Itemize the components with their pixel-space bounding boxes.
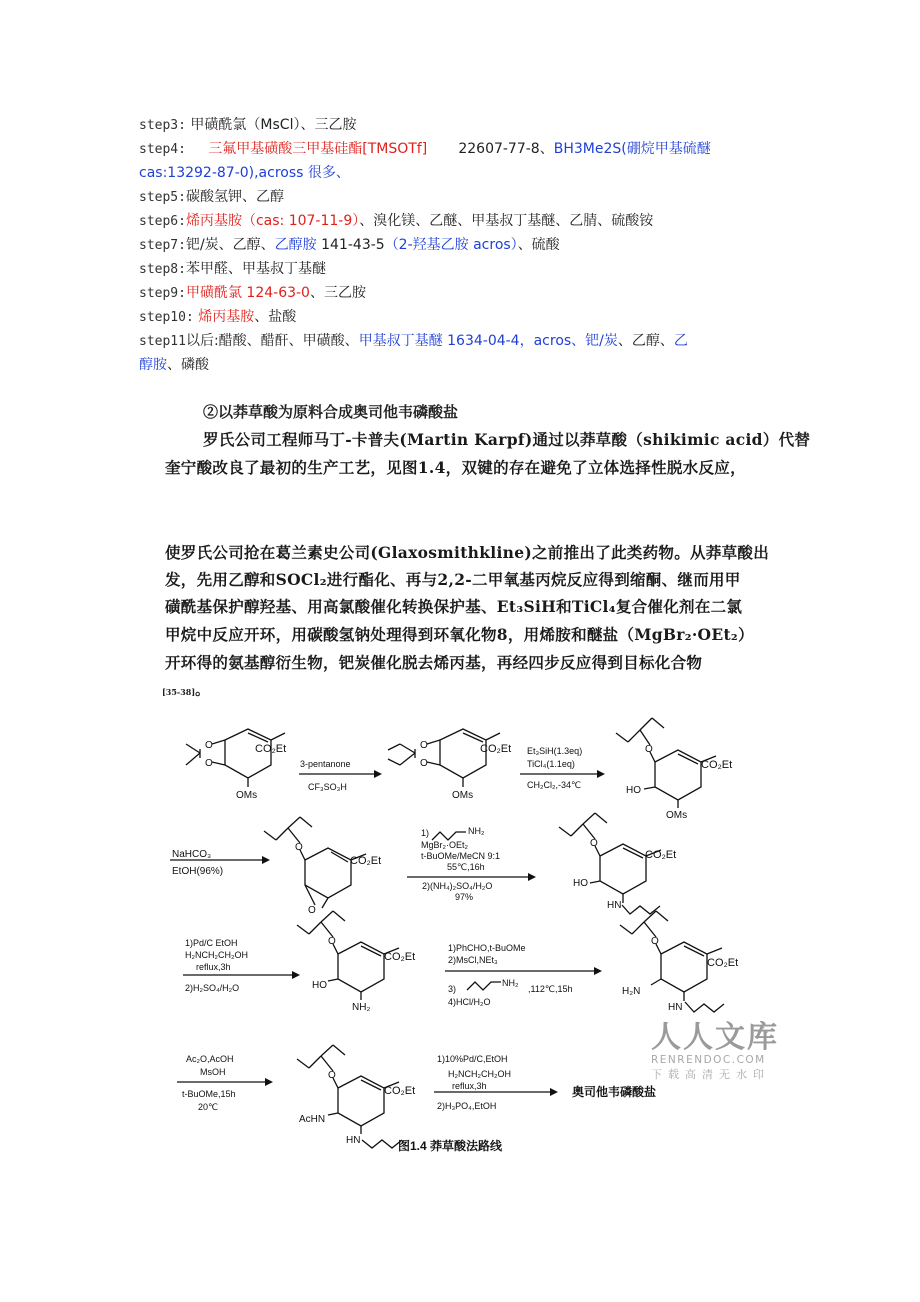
ho-label: HO <box>573 878 588 889</box>
co2et-label: CO₂Et <box>384 1085 416 1097</box>
hn-label: HN <box>346 1135 361 1146</box>
reagent-label: CF₃SO₃H <box>308 782 347 792</box>
atom-o: O <box>205 758 213 769</box>
reagent-label: TiCl₄(1.1eq) <box>527 759 575 769</box>
paragraph-line: 奎宁酸改良了最初的生产工艺，见图1.4，双键的存在避免了立体选择性脱水反应， <box>165 458 746 477</box>
step11-line: step11以后:醋酸、醋酐、甲磺酸、甲基叔丁基醚 1634-04-4，acros、钯/炭、乙醇、乙 <box>139 333 688 349</box>
watermark-url: RENRENDOC.COM <box>651 1054 766 1066</box>
co2et-label: CO₂Et <box>480 743 512 755</box>
reagent-label: ,112℃,15h <box>528 984 573 994</box>
step11-line2: 醇胺、磷酸 <box>139 357 209 373</box>
molecule-2 <box>388 729 500 787</box>
molecule-5 <box>559 813 661 914</box>
oms-label: OMs <box>236 790 258 801</box>
nh2-label: NH₂ <box>352 1002 371 1013</box>
co2et-label: CO₂Et <box>707 957 739 969</box>
atom-o: O <box>590 838 598 849</box>
paragraph-line: 罗氏公司工程师马丁-卡普夫(Martin Karpf)通过以莽草酸（shikimic acid）代替 <box>203 430 811 449</box>
co2et-label: CO₂Et <box>255 743 287 755</box>
reagent-label: NH₂ <box>502 978 519 988</box>
reagent-label: 4)HCl/H₂O <box>448 997 491 1007</box>
reagent-label: 1)10%Pd/C,EtOH <box>437 1054 508 1064</box>
atom-o: O <box>420 740 428 751</box>
reagent-label: reflux,3h <box>196 962 231 972</box>
paragraph-line: 使罗氏公司抢在葛兰素史公司(Glaxosmithkline)之前推出了此类药物。从莽草酸出 <box>165 543 770 562</box>
paragraph-line: 开环得的氨基醇衍生物，钯炭催化脱去烯丙基，再经四步反应得到目标化合物 <box>165 653 703 672</box>
step5-line: step5:碳酸氢钾、乙醇 <box>139 189 284 205</box>
product-label: 奥司他韦磷酸盐 <box>572 1085 657 1099</box>
reagent-label: NaHCO₃ <box>172 849 212 860</box>
step8-line: step8:苯甲醛、甲基叔丁基醚 <box>139 261 326 277</box>
watermark <box>651 1012 779 1082</box>
reagent-label: 2)H₂SO₄/H₂O <box>185 983 240 993</box>
co2et-label: CO₂Et <box>645 849 677 861</box>
h2n-label: H₂N <box>622 986 641 997</box>
atom-o: O <box>308 905 316 916</box>
ho-label: HO <box>312 980 327 991</box>
ho-label: HO <box>626 785 641 796</box>
step9-line: step9:甲磺酰氯 124-63-0、三乙胺 <box>139 285 366 301</box>
reagent-label: 1) <box>421 828 430 838</box>
reagent-label: t-BuOMe,15h <box>182 1089 236 1099</box>
reagent-label: 1)PhCHO,t-BuOMe <box>448 943 526 953</box>
reagent-label: 97% <box>455 892 474 902</box>
co2et-label: CO₂Et <box>384 951 416 963</box>
watermark-slogan: 下载高清无水印 <box>651 1068 770 1081</box>
reagent-label: 3-pentanone <box>300 759 351 769</box>
reagent-label: 2)(NH₄)₂SO₄/H₂O <box>422 881 493 891</box>
watermark-brand: 人人文库 <box>651 1020 779 1055</box>
reagent-label: CH₂Cl₂,-34℃ <box>527 780 582 790</box>
section-heading: ②以莽草酸为原料合成奥司他韦磷酸盐 <box>203 403 459 421</box>
step10-line: step10: 烯丙基胺、盐酸 <box>139 309 297 325</box>
reagent-label: 20℃ <box>198 1102 219 1112</box>
reagent-label: 2)MsCl,NEt₃ <box>448 955 498 965</box>
reagent-label: MsOH <box>200 1067 226 1077</box>
paragraph-line: 发，先用乙醇和SOCl₂进行酯化、再与2,2-二甲氧基丙烷反应得到缩酮、继而用甲 <box>165 570 741 589</box>
reagent-label: 55℃,16h <box>447 862 485 872</box>
reagent-label: Et₃SiH(1.3eq) <box>527 746 583 756</box>
co2et-label: CO₂Et <box>701 759 733 771</box>
reagent-label: reflux,3h <box>452 1081 487 1091</box>
step4-line2: cas:13292-87-0),across 很多、 <box>139 165 350 181</box>
atom-o: O <box>651 936 659 947</box>
molecule-1 <box>186 729 285 787</box>
hn-label: HN <box>668 1002 683 1013</box>
co2et-label: CO₂Et <box>350 855 382 867</box>
reagent-label: Ac₂O,AcOH <box>186 1054 234 1064</box>
paragraph-line: 甲烷中反应开环，用碳酸氢钠处理得到环氧化物8，用烯胺和醚盐（MgBr₂·OEt₂） <box>165 625 754 644</box>
step6-line: step6:烯丙基胺（cas: 107-11-9）、溴化镁、乙醚、甲基叔丁基醚、乙腈、硫酸铵 <box>139 213 654 229</box>
step3-line: step3: 甲磺酰氯（MsCl）、三乙胺 <box>139 117 357 133</box>
reagent-label: 1)Pd/C EtOH <box>185 938 238 948</box>
reagent-label: NH₂ <box>468 826 485 836</box>
atom-o: O <box>328 936 336 947</box>
atom-o: O <box>645 744 653 755</box>
reagent-label: MgBr₂·OEt₂ <box>421 840 468 850</box>
reagent-label: H₂NCH₂CH₂OH <box>448 1069 511 1079</box>
citation: [35-38]。 <box>162 683 210 699</box>
reagent-label: EtOH(96%) <box>172 866 224 877</box>
reagent-label: H₂NCH₂CH₂OH <box>185 950 248 960</box>
hn-label: HN <box>607 900 622 911</box>
paragraph-line: 磺酰基保护醇羟基、用高氯酸催化转换保护基、Et₃SiH和TiCl₄复合催化剂在二氯 <box>165 597 743 616</box>
oms-label: OMs <box>666 810 688 821</box>
reagent-label: t-BuOMe/MeCN 9:1 <box>421 851 501 861</box>
atom-o: O <box>205 740 213 751</box>
reagent-label: 3) <box>448 984 457 994</box>
figure-caption: 图1.4 莽草酸法路线 <box>398 1139 503 1153</box>
step4-line: step4: 三氟甲基磺酸三甲基硅酯[TMSOTf] 22607-77-8、BH3Me2S(硼烷甲基硫醚 <box>139 141 711 157</box>
reagent-label: 2)H₃PO₄,EtOH <box>437 1101 497 1111</box>
step7-line: step7:钯/炭、乙醇、乙醇胺 141-43-5（2-羟基乙胺 acros）、硫酸 <box>139 237 560 253</box>
oms-label: OMs <box>452 790 474 801</box>
atom-o: O <box>295 842 303 853</box>
achn-label: AcHN <box>299 1114 326 1125</box>
atom-o: O <box>420 758 428 769</box>
atom-o: O <box>328 1070 336 1081</box>
